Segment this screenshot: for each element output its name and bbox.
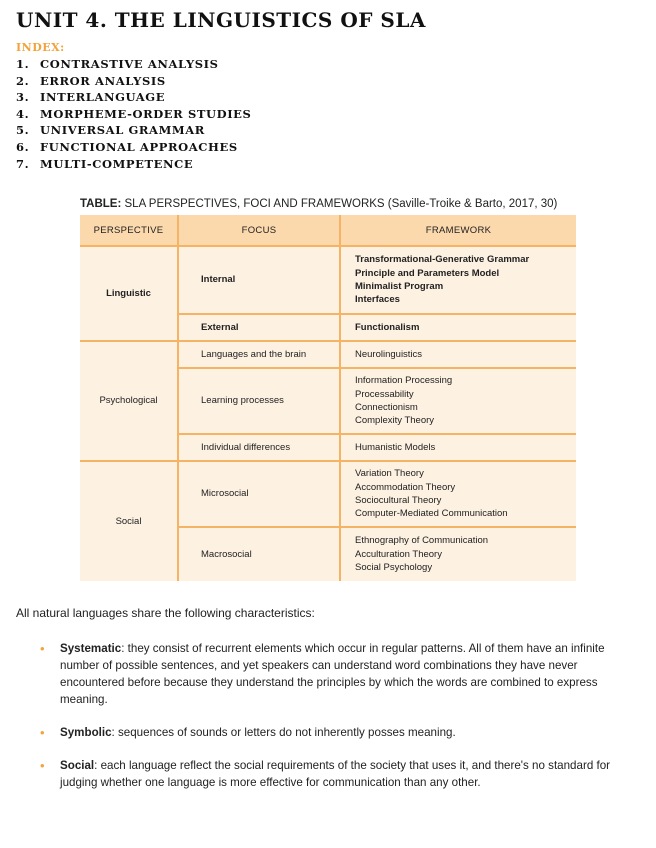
bullet-dot-icon: • <box>40 641 45 656</box>
list-item: • Social: each language reflect the social requirements of the society that uses it, and there's no standard for judging whether one language is more effective for communication than any other. <box>40 758 611 789</box>
header-framework: FRAMEWORK <box>340 215 576 246</box>
characteristics-list <box>40 640 644 807</box>
index-item: 6. FUNCTIONAL APPROACHES <box>16 139 238 154</box>
table-caption: TABLE: SLA PERSPECTIVES, FOCI AND FRAMEWORKS (Saville-Troike & Barto, 2017, 30) <box>80 198 558 210</box>
index-item: 1. CONTRASTIVE ANALYSIS <box>16 57 219 71</box>
perspective-social: Social <box>80 461 178 581</box>
bullet-dot-icon: • <box>40 725 45 740</box>
index-item: 7. MULTI-COMPETENCE <box>16 156 194 171</box>
focus-cell: External <box>178 314 340 341</box>
perspective-psychological: Psychological <box>80 341 178 461</box>
index-item: 4. MORPHEME-ORDER STUDIES <box>16 106 252 121</box>
header-perspective: PERSPECTIVE <box>80 215 178 246</box>
framework-cell: Neurolinguistics <box>340 341 576 368</box>
index-label: INDEX: <box>16 41 65 54</box>
index-item: 2. ERROR ANALYSIS <box>16 73 166 88</box>
focus-cell: Languages and the brain <box>178 341 340 368</box>
bullet-dot-icon: • <box>40 758 45 773</box>
list-item: • Systematic: they consist of recurrent elements which occur in regular patterns. All of them have an infinite number of possible sentences, and yet speakers can understand word combinations they have never encountered before because they understand the principles by which the words are combined to express meaning. <box>40 641 605 706</box>
framework-cell: Functionalism <box>340 314 576 341</box>
list-item: • Symbolic: sequences of sounds or letters do not inherently posses meaning. <box>40 725 456 740</box>
index-item: 5. UNIVERSAL GRAMMAR <box>16 123 205 138</box>
header-focus: FOCUS <box>178 215 340 246</box>
framework-cell: Information Processing Processability Connectionism Complexity Theory <box>340 368 576 434</box>
focus-cell: Macrosocial <box>178 527 340 581</box>
focus-cell: Microsocial <box>178 461 340 527</box>
framework-cell: Ethnography of Communication Acculturation Theory Social Psychology <box>340 527 576 581</box>
page-title: UNIT 4. THE LINGUISTICS OF SLA <box>16 8 426 32</box>
focus-cell: Learning processes <box>178 368 340 434</box>
focus-cell: Individual differences <box>178 434 340 461</box>
sla-perspectives-table <box>80 215 576 581</box>
index-item: 3. INTERLANGUAGE <box>16 90 166 105</box>
framework-cell: Variation Theory Accommodation Theory Sociocultural Theory Computer-Mediated Communication <box>340 461 576 527</box>
index-list <box>16 56 251 172</box>
intro-text: All natural languages share the following characteristics: <box>16 606 315 620</box>
focus-cell: Internal <box>178 246 340 314</box>
framework-cell: Humanistic Models <box>340 434 576 461</box>
perspective-linguistic: Linguistic <box>80 246 178 341</box>
framework-cell: Transformational-Generative Grammar Principle and Parameters Model Minimalist Program Interfaces <box>340 246 576 314</box>
